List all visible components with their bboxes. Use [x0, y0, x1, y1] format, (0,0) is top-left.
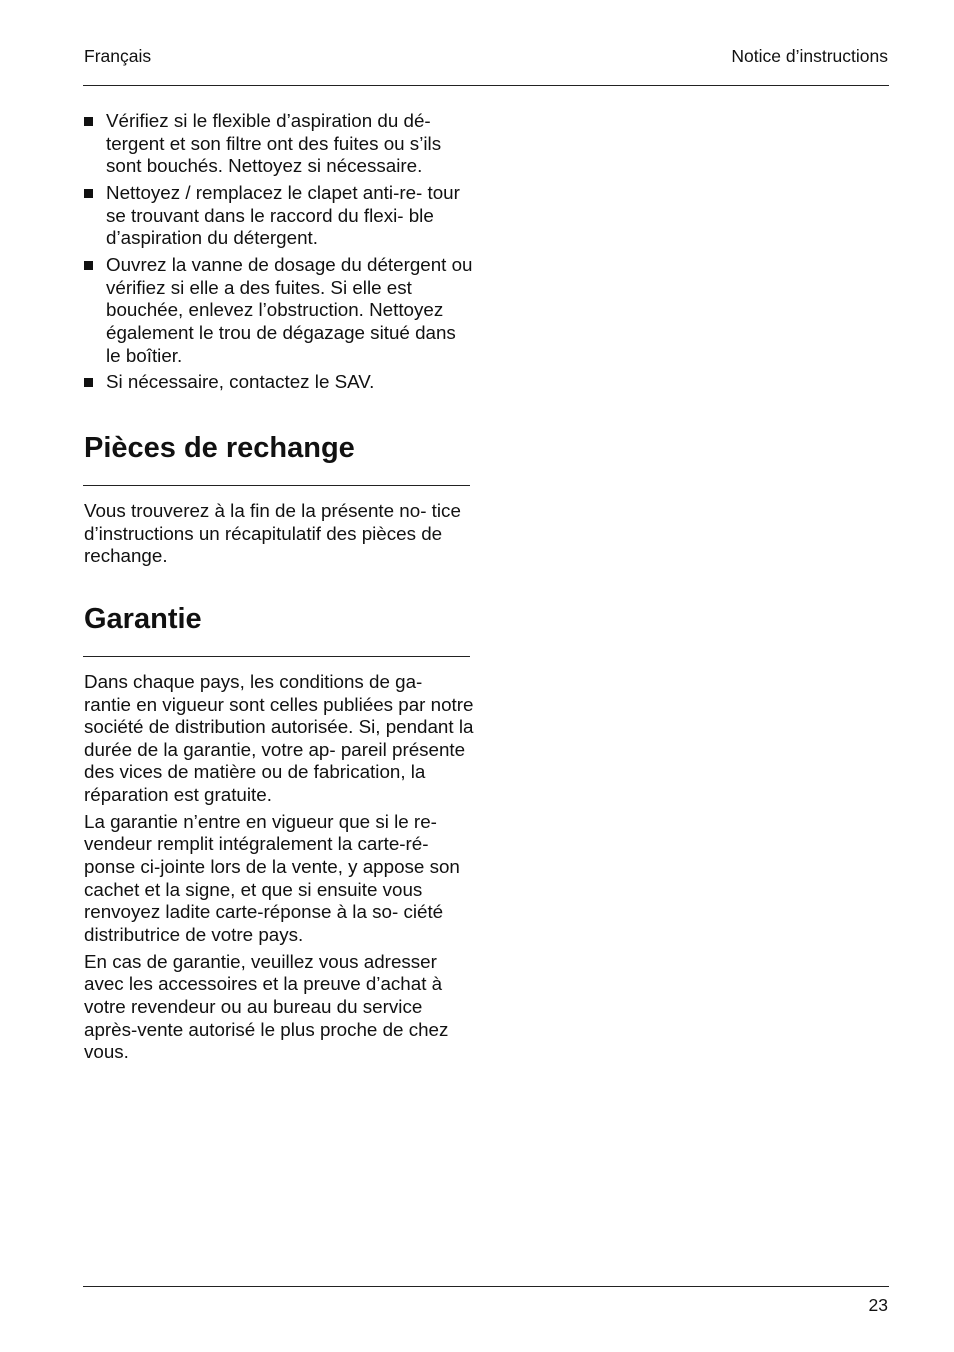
list-item-text: Nettoyez / remplacez le clapet anti-re- tour se trouvant dans le raccord du flexi- ble d’aspiration du détergent.: [106, 182, 460, 249]
square-bullet-icon: [84, 261, 93, 270]
header-rule: [83, 85, 889, 86]
list-item: [84, 182, 474, 250]
section-heading-warranty: Garantie: [84, 603, 202, 635]
list-item-text: Vérifiez si le flexible d’aspiration du dé- tergent et son filtre ont des fuites ou s’ils sont bouchés. Nettoyez si nécessaire.: [106, 110, 442, 177]
list-item: [84, 110, 474, 178]
spare-parts-body: [84, 500, 474, 572]
section-rule: [83, 656, 470, 657]
square-bullet-icon: [84, 378, 93, 387]
page-header-language: Français: [84, 46, 152, 66]
list-item: [84, 254, 474, 367]
square-bullet-icon: [84, 117, 93, 126]
list-item-text: Ouvrez la vanne de dosage du détergent ou vérifiez si elle a des fuites. Si elle est bouchée, enlevez l’obstruction. Nettoyez également le trou de dégazage situé dans le boîtier.: [106, 254, 473, 366]
paragraph: Dans chaque pays, les conditions de ga- rantie en vigueur sont celles publiées par notre société de distribution autorisée. Si, pendant la durée de la garantie, votre ap- pareil présente des vices de matière ou de fabrication, la réparation est gratuite.: [84, 671, 474, 805]
troubleshooting-bullet-list: [84, 110, 474, 398]
paragraph: Vous trouverez à la fin de la présente no- tice d’instructions un récapitulatif des pièces de rechange.: [84, 500, 461, 567]
page-header-title: Notice d’instructions: [731, 46, 888, 66]
warranty-body: [84, 671, 474, 1068]
footer-rule: [83, 1286, 889, 1287]
section-heading-spare-parts: Pièces de rechange: [84, 432, 355, 464]
page-number: 23: [868, 1295, 888, 1315]
square-bullet-icon: [84, 189, 93, 198]
list-item: [84, 371, 474, 394]
paragraph: La garantie n’entre en vigueur que si le re- vendeur remplit intégralement la carte-ré- ponse ci-jointe lors de la vente, y appose son cachet et la signe, et que si ensuite vous renvoyez ladite carte-réponse à la so- ciété distributrice de votre pays.: [84, 810, 460, 945]
section-rule: [83, 485, 470, 486]
paragraph: En cas de garantie, veuillez vous adresser avec les accessoires et la preuve d’achat à votre revendeur ou au bureau du service après-vente autorisé le plus proche de chez vous.: [84, 950, 449, 1063]
list-item-text: Si nécessaire, contactez le SAV.: [106, 371, 375, 393]
